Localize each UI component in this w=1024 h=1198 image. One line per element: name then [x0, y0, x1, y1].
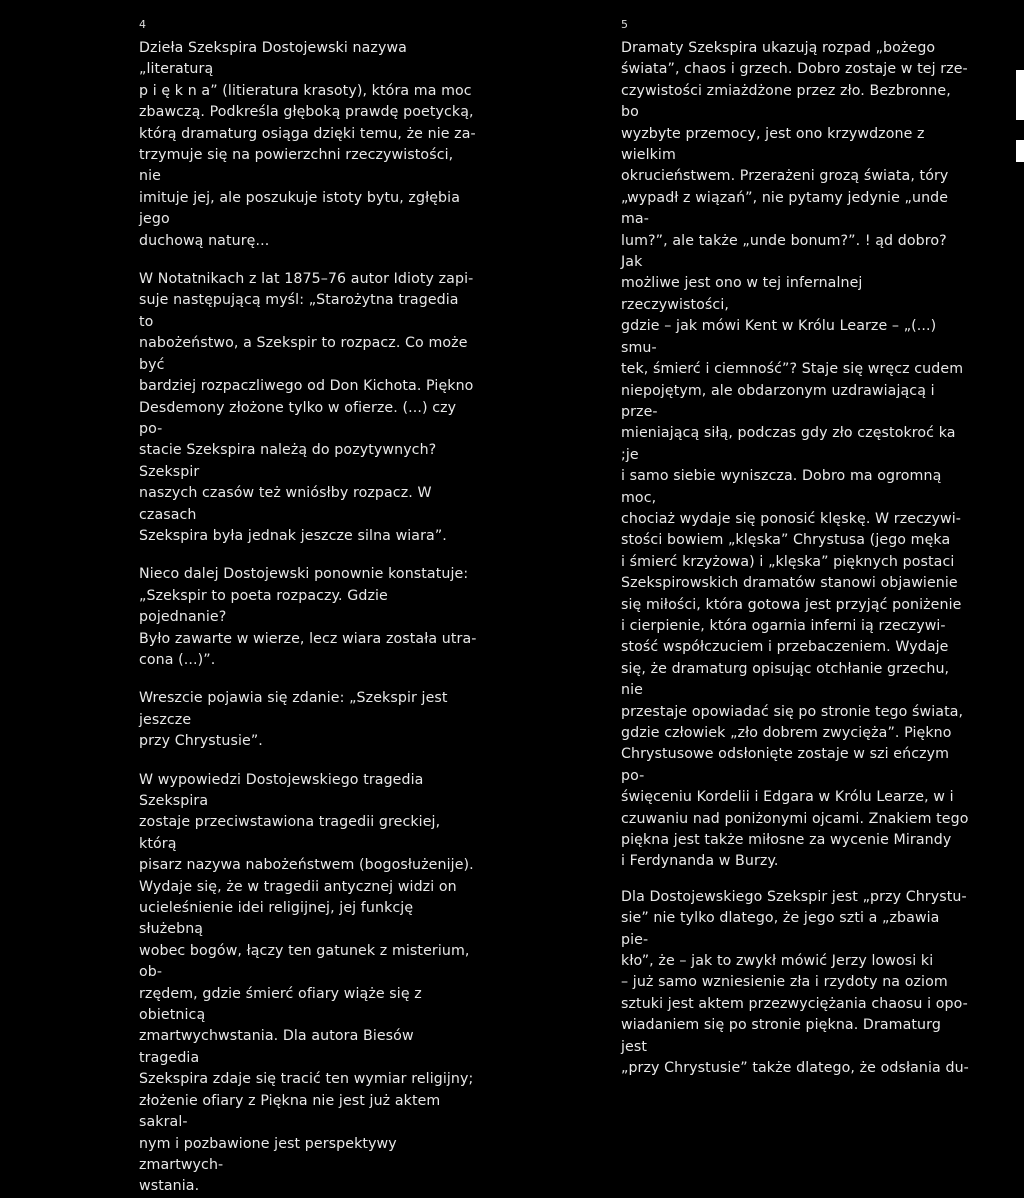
page-edge-mark — [1016, 140, 1024, 162]
paragraph: Dzieła Szekspira Dostojewski nazywa „literaturą p i ę k n a” (litieratura krasoty), która ma moc zbawczą. Podkreśla głęboką prawdę poetycką, którą dramaturg osiąga dzięki temu, że nie za- trzymuje się na powierzchni rzeczywistości, nie imituje jej, ale poszukuje istoty bytu, zgłębia jego duchową naturę... — [139, 40, 476, 249]
right-page — [512, 0, 1024, 1077]
paragraph: Dla Dostojewskiego Szekspir jest „przy Chrystu- sie” nie tylko dlatego, że jego szti a „zbawia pie- kło”, że – jak to zwykł mówić Jerzy lowosi ki – już samo wzniesienie zła i rzydoty na oziom sztuki jest aktem przezwyciężania chaosu i opo- wiadaniem się po stronie piękna. Dramaturg jest „przy Chrystusie” także dlatego, że odsłania du- — [621, 888, 969, 1077]
text-column — [621, 38, 971, 1080]
page-edge-mark — [1016, 70, 1024, 120]
paragraph: W Notatnikach z lat 1875–76 autor Idioty zapi- suje następującą myśl: „Starożytna tragedia to nabożeństwo, a Szekspir to rozpacz. Co może być bardziej rozpaczliwego od Don Kichota. Piękno Desdemony złożone tylko w ofierze. (...) czy po- stacie Szekspira należą do pozytywnych? Szekspir naszych czasów też wniósłby rozpacz. W czasach Szekspira była jednak jeszcze silna wiara”. — [139, 271, 474, 544]
paragraph: Dramaty Szekspira ukazują rozpad „bożego świata”, chaos i grzech. Dobro zostaje w tej rze- czywistości zmiażdżone przez zło. Bezbronne, bo wyzbyte przemocy, jest ono krzywdzone z wielkim okrucieństwem. Przerażeni grozą świata, tóry „wypadł z wiązań”, nie pytamy jedynie „unde ma- lum?”, ale także „unde bonum?”. ! ąd dobro? Jak możliwe jest ono w tej infernalnej rzeczywistości, gdzie – jak mówi Kent w Królu Learze – „(...) smu- tek, śmierć i ciemność”? Staje się wręcz cudem niepojętym, ale obdarzonym uzdrawiającą i prze- mieniającą siłą, podczas gdy zło częstokroć ka ;je i samo siebie wyniszcza. Dobro ma ogromną moc, chociaż wydaje się ponosić klęskę. W rzeczywi- stości bowiem „klęska” Chrystusa (jego męka i śmierć krzyżowa) i „klęska” pięknych postaci Szekspirowskich dramatów stanowi objawienie się miłości, która gotowa jest przyjąć poniżenie i cierpienie, która ogarnia inferni ią rzeczywi- stość współczuciem i przebaczeniem. Wydaje się, że dramaturg opisując otchłanie grzechu, nie przestaje opowiadać się po stronie tego świata, gdzie człowiek „zło dobrem zwycięża”. Piękno Chrystusowe odsłonięte zostaje w szi eńczym po- święceniu Kordelii i Edgara w Królu Learze, w i czuwaniu nad poniżonymi ojcami. Znakiem tego piękna jest także miłosne za wycenie Mirandy i Ferdynanda w Burzy. — [621, 40, 969, 870]
page-number: 5 — [621, 18, 628, 31]
text-column — [139, 38, 477, 1198]
paragraph: W wypowiedzi Dostojewskiego tragedia Szekspira zostaje przeciwstawiona tragedii greckiej, którą pisarz nazywa nabożeństwem (bogosłużenije). Wydaje się, że w tragedii antycznej widzi on ucieleśnienie idei religijnej, jej funkcję służebną wobec bogów, łączy ten gatunek z misterium, ob- rzędem, gdzie śmierć ofiary wiąże się z obietnicą zmartwychwstania. Dla autora Biesów tragedia Szekspira zdaje się tracić ten wymiar religijny; złożenie ofiary z Piękna nie jest już aktem sakral- nym i pozbawione jest perspektywy zmartwych- wstania. — [139, 771, 474, 1195]
page-number: 4 — [139, 18, 146, 31]
left-page — [0, 0, 512, 1195]
paragraph: Wreszcie pojawia się zdanie: „Szekspir jest jeszcze przy Chrystusie”. — [139, 690, 448, 750]
paragraph: Nieco dalej Dostojewski ponownie konstatuje: „Szekspir to poeta rozpaczy. Gdzie pojednanie? Było zawarte w wierze, lecz wiara została utra- cona (...)”. — [139, 566, 477, 668]
